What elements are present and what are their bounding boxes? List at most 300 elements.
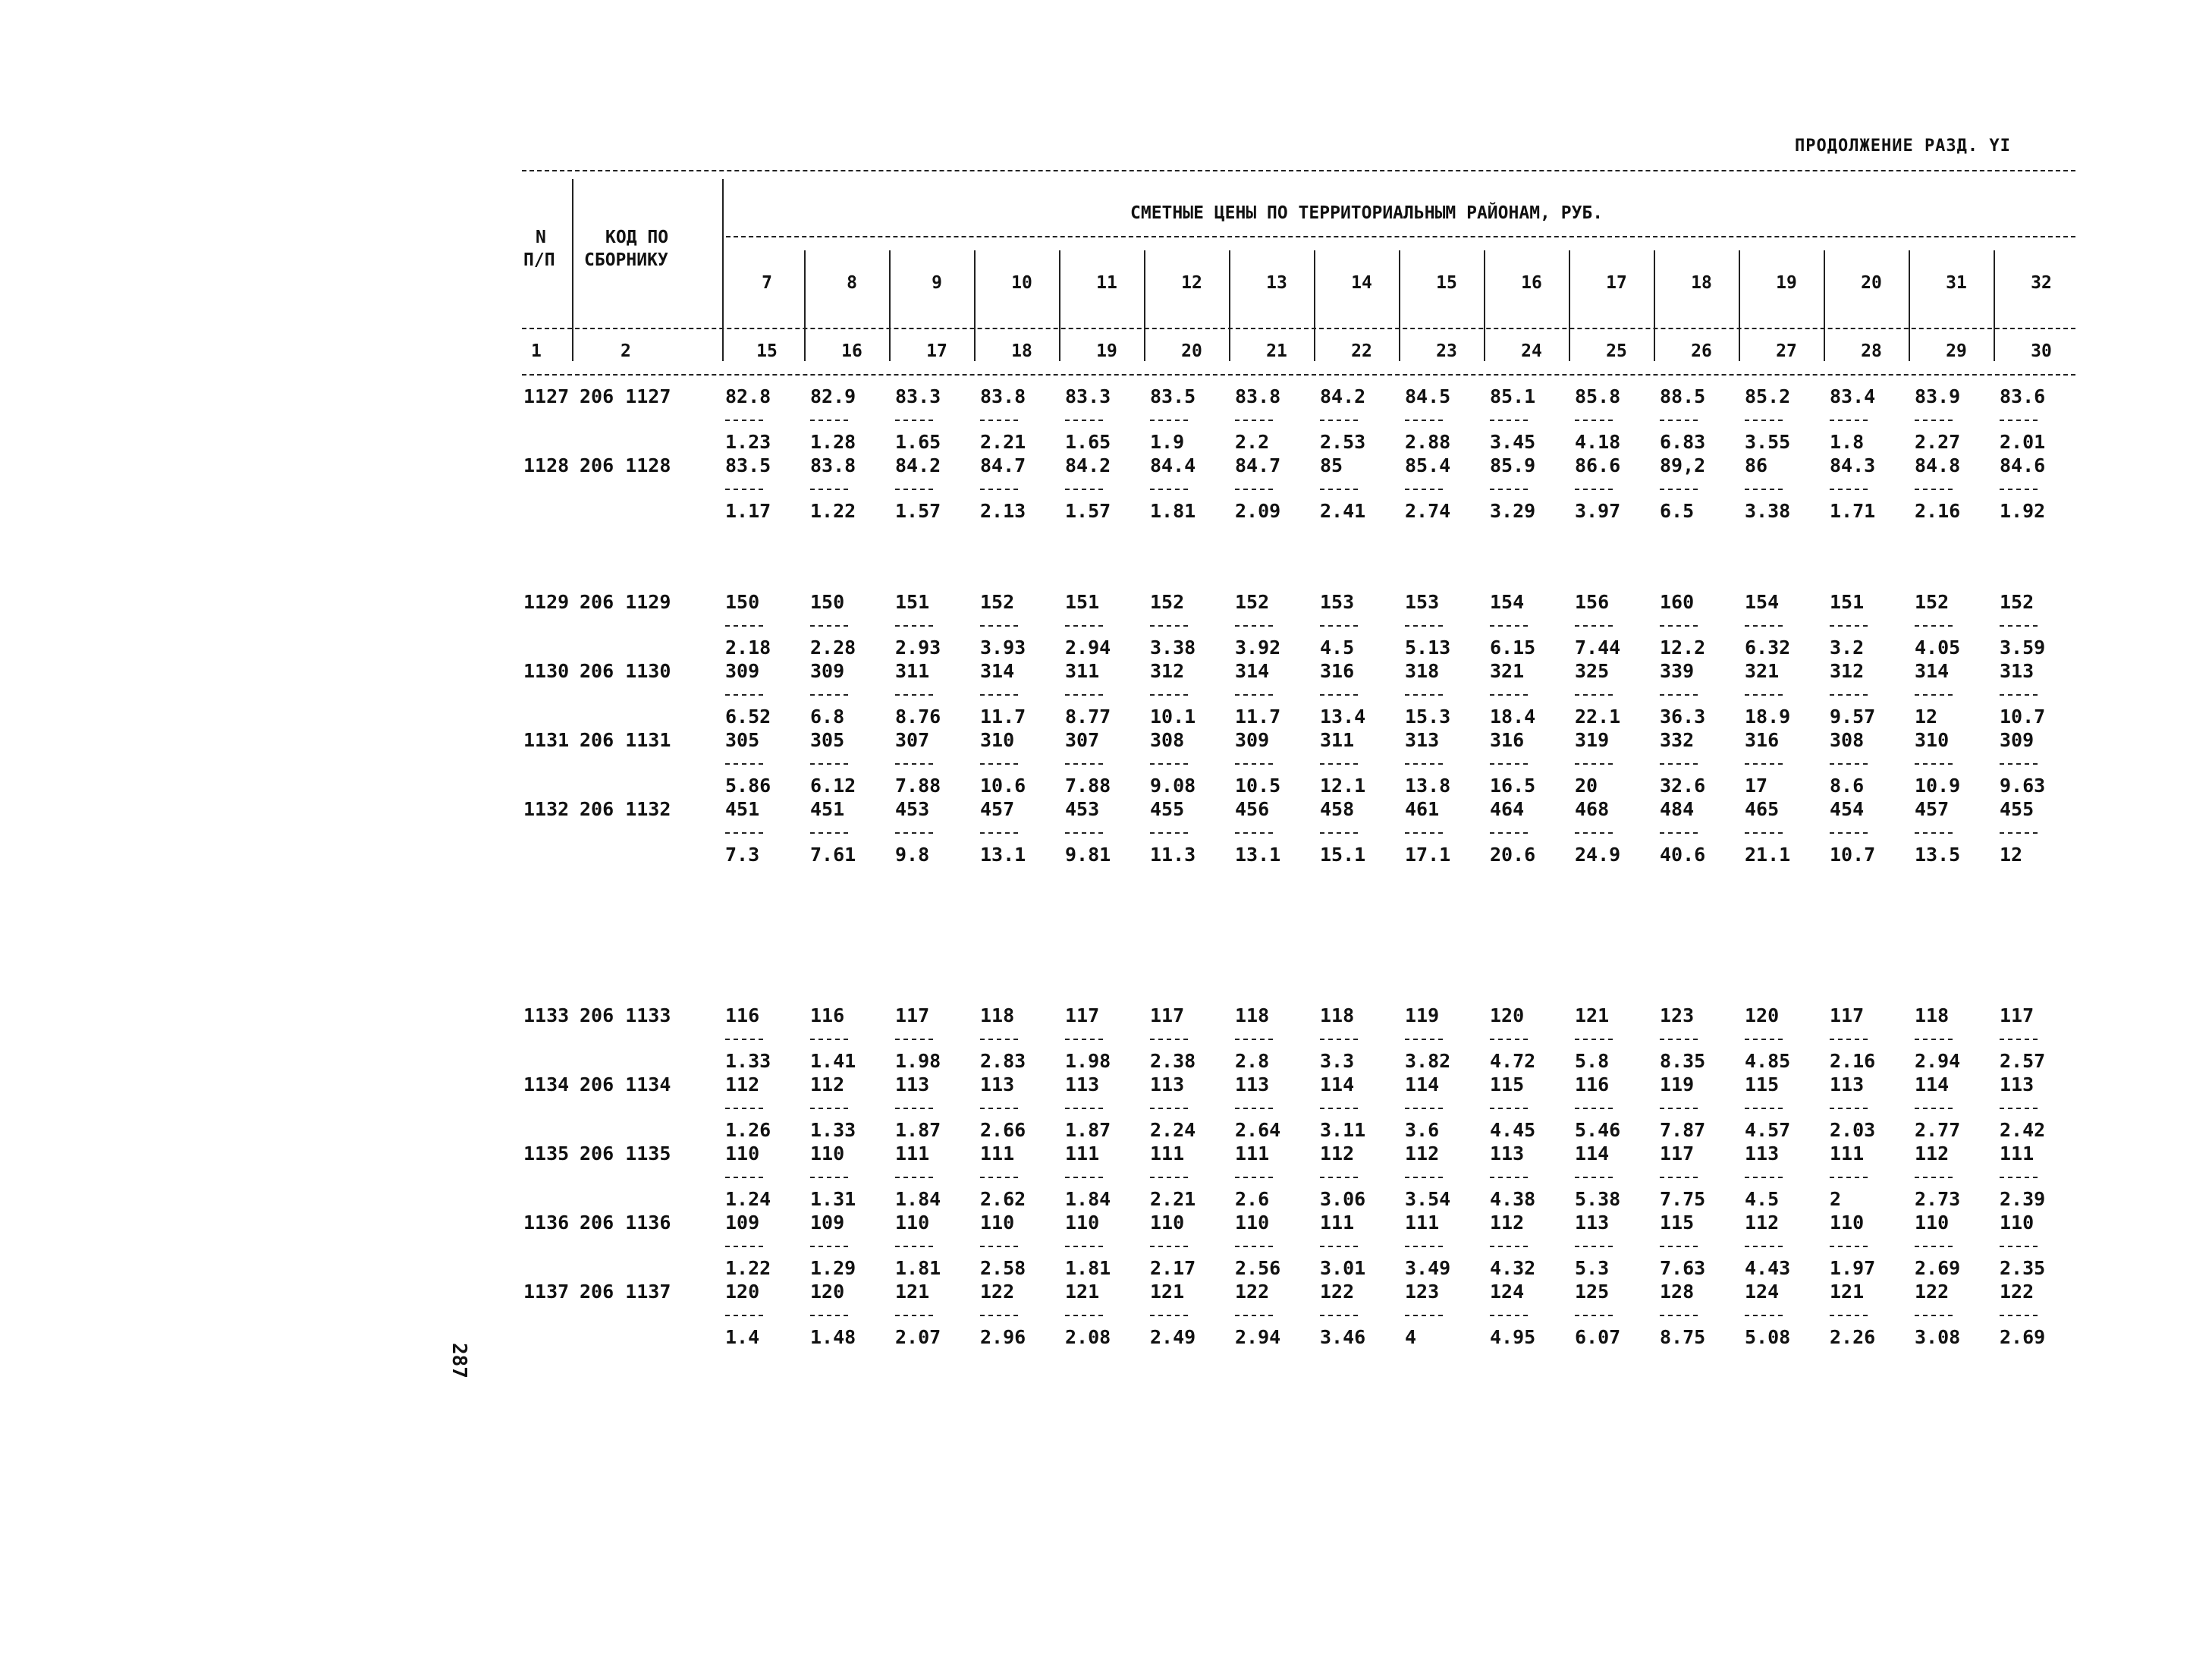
fraction-bar — [725, 1108, 763, 1109]
column-number: 19 — [1096, 341, 1117, 361]
row-number: 1131 — [523, 729, 570, 751]
price-top-value: 114 — [1575, 1143, 1610, 1165]
price-top-value: 464 — [1490, 798, 1525, 820]
price-top-value: 458 — [1320, 798, 1355, 820]
fraction-bar — [895, 1039, 933, 1040]
price-top-value: 83.5 — [725, 454, 771, 476]
price-bottom-value: 2.83 — [980, 1050, 1026, 1072]
price-top-value: 111 — [1150, 1143, 1185, 1165]
price-bottom-value: 1.33 — [810, 1119, 856, 1141]
price-top-value: 109 — [725, 1212, 760, 1234]
price-top-value: 83.8 — [1235, 385, 1281, 407]
price-top-value: 451 — [810, 798, 845, 820]
price-top-value: 113 — [1065, 1073, 1100, 1095]
fraction-bar — [1830, 832, 1868, 834]
fraction-bar — [1745, 1177, 1783, 1178]
price-top-value: 122 — [980, 1281, 1015, 1303]
district-header: 19 — [1776, 273, 1797, 293]
fraction-bar — [1915, 1039, 1953, 1040]
fraction-bar — [1150, 1177, 1188, 1178]
price-bottom-value: 6.8 — [810, 706, 845, 728]
fraction-bar — [980, 763, 1018, 765]
price-bottom-value: 20.6 — [1490, 844, 1536, 866]
price-top-value: 112 — [1915, 1143, 1950, 1165]
price-top-value: 110 — [1065, 1212, 1100, 1234]
fraction-bar — [1830, 1039, 1868, 1040]
price-top-value: 128 — [1660, 1281, 1695, 1303]
price-top-value: 339 — [1660, 660, 1695, 682]
price-bottom-value: 13.1 — [980, 844, 1026, 866]
fraction-bar — [2000, 1108, 2038, 1109]
price-top-value: 313 — [2000, 660, 2034, 682]
price-top-value: 152 — [1915, 591, 1950, 613]
fraction-bar — [810, 1315, 848, 1316]
column-number: 16 — [841, 341, 862, 361]
column-number: 30 — [2031, 341, 2052, 361]
fraction-bar — [980, 420, 1018, 421]
price-top-value: 118 — [980, 1004, 1015, 1026]
price-top-value: 112 — [810, 1073, 845, 1095]
fraction-bar — [1065, 489, 1103, 490]
price-bottom-value: 1.81 — [1065, 1257, 1111, 1279]
price-bottom-value: 3.93 — [980, 636, 1026, 658]
price-bottom-value: 3.97 — [1575, 500, 1621, 522]
price-top-value: 84.7 — [980, 454, 1026, 476]
price-top-value: 120 — [1745, 1004, 1780, 1026]
price-top-value: 122 — [1320, 1281, 1355, 1303]
fraction-bar — [725, 1039, 763, 1040]
price-top-value: 311 — [1065, 660, 1100, 682]
price-top-value: 110 — [1235, 1212, 1270, 1234]
price-top-value: 114 — [1915, 1073, 1950, 1095]
price-bottom-value: 2.28 — [810, 636, 856, 658]
price-bottom-value: 12.1 — [1320, 775, 1366, 797]
fraction-bar — [1830, 694, 1868, 696]
fraction-bar — [2000, 625, 2038, 627]
price-bottom-value: 9.57 — [1830, 706, 1876, 728]
price-top-value: 110 — [2000, 1212, 2034, 1234]
fraction-bar — [1065, 832, 1103, 834]
price-top-value: 109 — [810, 1212, 845, 1234]
fraction-bar — [1150, 1246, 1188, 1247]
fraction-bar — [1915, 1108, 1953, 1109]
price-bottom-value: 2.77 — [1915, 1119, 1961, 1141]
fraction-bar — [1830, 1315, 1868, 1316]
price-top-value: 117 — [1830, 1004, 1865, 1026]
fraction-bar — [980, 1039, 1018, 1040]
price-bottom-value: 21.1 — [1745, 844, 1791, 866]
price-top-value: 117 — [1660, 1143, 1695, 1165]
price-bottom-value: 2.74 — [1405, 500, 1451, 522]
price-bottom-value: 1.57 — [1065, 500, 1111, 522]
fraction-bar — [980, 625, 1018, 627]
fraction-bar — [895, 489, 933, 490]
price-top-value: 124 — [1490, 1281, 1525, 1303]
district-header: 32 — [2031, 273, 2052, 293]
fraction-bar — [1405, 763, 1443, 765]
price-bottom-value: 3.46 — [1320, 1326, 1366, 1348]
col-pp-header: П/П — [523, 250, 555, 270]
fraction-bar — [980, 1177, 1018, 1178]
price-top-value: 153 — [1320, 591, 1355, 613]
fraction-bar — [1320, 832, 1358, 834]
col-code-header-1: КОД ПО — [605, 228, 669, 247]
price-top-value: 83.3 — [895, 385, 941, 407]
price-bottom-value: 1.17 — [725, 500, 771, 522]
price-top-value: 123 — [1405, 1281, 1440, 1303]
price-top-value: 122 — [1915, 1281, 1950, 1303]
price-bottom-value: 13.8 — [1405, 775, 1451, 797]
price-top-value: 110 — [1915, 1212, 1950, 1234]
fraction-bar — [1065, 1108, 1103, 1109]
price-top-value: 305 — [725, 729, 760, 751]
fraction-bar — [1830, 420, 1868, 421]
price-bottom-value: 2.24 — [1150, 1119, 1196, 1141]
price-top-value: 122 — [1235, 1281, 1270, 1303]
price-bottom-value: 4.32 — [1490, 1257, 1536, 1279]
fraction-bar — [1575, 694, 1613, 696]
column-number: 25 — [1606, 341, 1627, 361]
fraction-bar — [1235, 489, 1273, 490]
price-bottom-value: 7.88 — [1065, 775, 1111, 797]
page-number: 287 — [448, 1343, 470, 1378]
price-top-value: 121 — [1575, 1004, 1610, 1026]
price-top-value: 453 — [895, 798, 930, 820]
price-top-value: 113 — [895, 1073, 930, 1095]
price-top-value: 85.8 — [1575, 385, 1621, 407]
row-number: 1134 — [523, 1073, 570, 1095]
column-number: 26 — [1691, 341, 1712, 361]
row-number: 1128 — [523, 454, 570, 476]
price-bottom-value: 3.11 — [1320, 1119, 1366, 1141]
price-top-value: 152 — [1150, 591, 1185, 613]
district-row-rule — [522, 328, 2075, 329]
price-bottom-value: 5.08 — [1745, 1326, 1791, 1348]
price-bottom-value: 7.75 — [1660, 1188, 1706, 1210]
price-bottom-value: 2.62 — [980, 1188, 1026, 1210]
price-top-value: 152 — [980, 591, 1015, 613]
fraction-bar — [1320, 1315, 1358, 1316]
price-top-value: 116 — [725, 1004, 760, 1026]
fraction-bar — [1745, 1039, 1783, 1040]
price-bottom-value: 2.49 — [1150, 1326, 1196, 1348]
price-bottom-value: 1.26 — [725, 1119, 771, 1141]
price-top-value: 86.6 — [1575, 454, 1621, 476]
column-number: 29 — [1946, 341, 1967, 361]
price-bottom-value: 1.84 — [895, 1188, 941, 1210]
fraction-bar — [1745, 763, 1783, 765]
price-top-value: 316 — [1745, 729, 1780, 751]
price-bottom-value: 20 — [1575, 775, 1598, 797]
price-bottom-value: 15.3 — [1405, 706, 1451, 728]
row-code: 206 1128 — [580, 454, 671, 476]
price-bottom-value: 2.73 — [1915, 1188, 1961, 1210]
fraction-bar — [810, 694, 848, 696]
fraction-bar — [1745, 1246, 1783, 1247]
price-bottom-value: 4.57 — [1745, 1119, 1791, 1141]
price-top-value: 114 — [1320, 1073, 1355, 1095]
price-bottom-value: 10.9 — [1915, 775, 1961, 797]
price-top-value: 85.2 — [1745, 385, 1791, 407]
price-top-value: 83.6 — [2000, 385, 2046, 407]
price-top-value: 113 — [1830, 1073, 1865, 1095]
price-bottom-value: 13.4 — [1320, 706, 1366, 728]
price-top-value: 111 — [1065, 1143, 1100, 1165]
row-number: 1127 — [523, 385, 570, 407]
price-bottom-value: 1.57 — [895, 500, 941, 522]
fraction-bar — [1490, 694, 1528, 696]
price-top-value: 122 — [2000, 1281, 2034, 1303]
price-bottom-value: 1.87 — [895, 1119, 941, 1141]
price-bottom-value: 2.07 — [895, 1326, 941, 1348]
price-bottom-value: 2.2 — [1235, 431, 1270, 453]
price-top-value: 110 — [980, 1212, 1015, 1234]
fraction-bar — [1745, 1315, 1783, 1316]
fraction-bar — [1235, 694, 1273, 696]
fraction-bar — [1660, 625, 1698, 627]
price-top-value: 113 — [980, 1073, 1015, 1095]
fraction-bar — [1575, 1246, 1613, 1247]
row-code: 206 1129 — [580, 591, 671, 613]
price-bottom-value: 1.81 — [895, 1257, 941, 1279]
fraction-bar — [1490, 1108, 1528, 1109]
price-bottom-value: 2.94 — [1915, 1050, 1961, 1072]
fraction-bar — [725, 1246, 763, 1247]
col-number-1: 1 — [531, 341, 542, 361]
price-top-value: 309 — [810, 660, 845, 682]
row-number: 1137 — [523, 1281, 570, 1303]
price-top-value: 453 — [1065, 798, 1100, 820]
price-top-value: 160 — [1660, 591, 1695, 613]
price-bottom-value: 3.2 — [1830, 636, 1865, 658]
column-number: 15 — [756, 341, 778, 361]
fraction-bar — [1405, 1177, 1443, 1178]
price-bottom-value: 12.2 — [1660, 636, 1706, 658]
fraction-bar — [895, 1246, 933, 1247]
row-code: 206 1132 — [580, 798, 671, 820]
fraction-bar — [1405, 1315, 1443, 1316]
price-top-value: 118 — [1320, 1004, 1355, 1026]
price-top-value: 111 — [2000, 1143, 2034, 1165]
fraction-bar — [1235, 763, 1273, 765]
price-top-value: 314 — [1915, 660, 1950, 682]
fraction-bar — [1150, 694, 1188, 696]
price-top-value: 117 — [895, 1004, 930, 1026]
fraction-bar — [1235, 1108, 1273, 1109]
fraction-bar — [1830, 763, 1868, 765]
price-top-value: 117 — [1065, 1004, 1100, 1026]
price-bottom-value: 6.52 — [725, 706, 771, 728]
fraction-bar — [1320, 489, 1358, 490]
price-top-value: 85 — [1320, 454, 1343, 476]
fraction-bar — [1065, 625, 1103, 627]
fraction-bar — [810, 489, 848, 490]
fraction-bar — [895, 832, 933, 834]
district-header: 11 — [1096, 273, 1117, 293]
price-bottom-value: 2.94 — [1065, 636, 1111, 658]
price-bottom-value: 22.1 — [1575, 706, 1621, 728]
fraction-bar — [1320, 420, 1358, 421]
fraction-bar — [895, 763, 933, 765]
price-bottom-value: 5.46 — [1575, 1119, 1621, 1141]
fraction-bar — [1150, 625, 1188, 627]
price-bottom-value: 4.95 — [1490, 1326, 1536, 1348]
price-top-value: 116 — [810, 1004, 845, 1026]
price-top-value: 468 — [1575, 798, 1610, 820]
price-top-value: 150 — [725, 591, 760, 613]
price-top-value: 112 — [1745, 1212, 1780, 1234]
price-bottom-value: 4.38 — [1490, 1188, 1536, 1210]
row-code: 206 1130 — [580, 660, 671, 682]
price-top-value: 151 — [1830, 591, 1865, 613]
fraction-bar — [1575, 1177, 1613, 1178]
fraction-bar — [1915, 694, 1953, 696]
col-n-header: N — [536, 228, 546, 247]
fraction-bar — [1235, 1315, 1273, 1316]
price-top-value: 113 — [1745, 1143, 1780, 1165]
column-number: 23 — [1436, 341, 1457, 361]
price-top-value: 84.2 — [1320, 385, 1366, 407]
group-title-rule — [726, 236, 2075, 237]
header-bottom-rule — [522, 374, 2075, 376]
price-top-value: 111 — [1405, 1212, 1440, 1234]
price-bottom-value: 3.54 — [1405, 1188, 1451, 1210]
price-bottom-value: 3.92 — [1235, 636, 1281, 658]
price-top-value: 110 — [1150, 1212, 1185, 1234]
fraction-bar — [1575, 1108, 1613, 1109]
price-bottom-value: 7.3 — [725, 844, 760, 866]
fraction-bar — [1150, 420, 1188, 421]
price-top-value: 121 — [1065, 1281, 1100, 1303]
price-bottom-value: 13.5 — [1915, 844, 1961, 866]
column-number: 21 — [1266, 341, 1287, 361]
price-bottom-value: 5.13 — [1405, 636, 1451, 658]
fraction-bar — [810, 625, 848, 627]
fraction-bar — [1235, 1246, 1273, 1247]
price-top-value: 455 — [1150, 798, 1185, 820]
fraction-bar — [895, 625, 933, 627]
fraction-bar — [895, 420, 933, 421]
price-bottom-value: 1.29 — [810, 1257, 856, 1279]
price-bottom-value: 1.84 — [1065, 1188, 1111, 1210]
fraction-bar — [1660, 420, 1698, 421]
fraction-bar — [810, 420, 848, 421]
price-top-value: 84.2 — [895, 454, 941, 476]
fraction-bar — [2000, 489, 2038, 490]
price-bottom-value: 8.6 — [1830, 775, 1865, 797]
price-bottom-value: 9.8 — [895, 844, 930, 866]
price-top-value: 84.6 — [2000, 454, 2046, 476]
price-top-value: 83.3 — [1065, 385, 1111, 407]
price-bottom-value: 18.9 — [1745, 706, 1791, 728]
fraction-bar — [1150, 1108, 1188, 1109]
fraction-bar — [810, 832, 848, 834]
price-top-value: 111 — [980, 1143, 1015, 1165]
fraction-bar — [1830, 1177, 1868, 1178]
price-bottom-value: 2.08 — [1065, 1326, 1111, 1348]
fraction-bar — [1490, 625, 1528, 627]
price-top-value: 86 — [1745, 454, 1768, 476]
fraction-bar — [1575, 1039, 1613, 1040]
fraction-bar — [1490, 1177, 1528, 1178]
price-top-value: 321 — [1490, 660, 1525, 682]
price-bottom-value: 3.3 — [1320, 1050, 1355, 1072]
fraction-bar — [980, 1315, 1018, 1316]
fraction-bar — [1405, 1039, 1443, 1040]
price-bottom-value: 1.8 — [1830, 431, 1865, 453]
price-top-value: 457 — [980, 798, 1015, 820]
price-top-value: 153 — [1405, 591, 1440, 613]
fraction-bar — [1150, 832, 1188, 834]
fraction-bar — [1915, 1246, 1953, 1247]
price-bottom-value: 8.76 — [895, 706, 941, 728]
price-bottom-value: 1.98 — [895, 1050, 941, 1072]
price-top-value: 325 — [1575, 660, 1610, 682]
price-top-value: 119 — [1405, 1004, 1440, 1026]
price-bottom-value: 2.16 — [1830, 1050, 1876, 1072]
price-top-value: 118 — [1235, 1004, 1270, 1026]
price-top-value: 85.4 — [1405, 454, 1451, 476]
fraction-bar — [1915, 625, 1953, 627]
fraction-bar — [1575, 1315, 1613, 1316]
price-bottom-value: 11.3 — [1150, 844, 1196, 866]
price-top-value: 110 — [895, 1212, 930, 1234]
price-bottom-value: 2.66 — [980, 1119, 1026, 1141]
fraction-bar — [2000, 1039, 2038, 1040]
fraction-bar — [895, 1315, 933, 1316]
fraction-bar — [1405, 1108, 1443, 1109]
price-top-value: 311 — [1320, 729, 1355, 751]
fraction-bar — [1490, 763, 1528, 765]
price-bottom-value: 5.86 — [725, 775, 771, 797]
fraction-bar — [1745, 625, 1783, 627]
price-top-value: 111 — [1320, 1212, 1355, 1234]
fraction-bar — [1660, 763, 1698, 765]
fraction-bar — [1065, 694, 1103, 696]
price-top-value: 89,2 — [1660, 454, 1706, 476]
price-bottom-value: 6.5 — [1660, 500, 1695, 522]
price-top-value: 115 — [1745, 1073, 1780, 1095]
price-top-value: 84.3 — [1830, 454, 1876, 476]
fraction-bar — [1405, 420, 1443, 421]
group-title: СМЕТНЫЕ ЦЕНЫ ПО ТЕРРИТОРИАЛЬНЫМ РАЙОНАМ, РУБ. — [1130, 203, 1604, 223]
price-bottom-value: 2.69 — [2000, 1326, 2046, 1348]
fraction-bar — [1660, 1177, 1698, 1178]
price-top-value: 112 — [1320, 1143, 1355, 1165]
row-code: 206 1127 — [580, 385, 671, 407]
price-bottom-value: 24.9 — [1575, 844, 1621, 866]
row-number: 1132 — [523, 798, 570, 820]
price-top-value: 83.4 — [1830, 385, 1876, 407]
price-bottom-value: 3.45 — [1490, 431, 1536, 453]
fraction-bar — [1065, 763, 1103, 765]
price-top-value: 82.8 — [725, 385, 771, 407]
price-bottom-value: 1.71 — [1830, 500, 1876, 522]
price-top-value: 311 — [895, 660, 930, 682]
price-top-value: 116 — [1575, 1073, 1610, 1095]
fraction-bar — [1405, 1246, 1443, 1247]
price-bottom-value: 1.23 — [725, 431, 771, 453]
price-bottom-value: 32.6 — [1660, 775, 1706, 797]
price-top-value: 113 — [1490, 1143, 1525, 1165]
price-top-value: 152 — [2000, 591, 2034, 613]
price-top-value: 114 — [1405, 1073, 1440, 1095]
column-number: 18 — [1011, 341, 1032, 361]
fraction-bar — [1320, 694, 1358, 696]
fraction-bar — [725, 832, 763, 834]
fraction-bar — [1235, 1039, 1273, 1040]
price-top-value: 314 — [1235, 660, 1270, 682]
